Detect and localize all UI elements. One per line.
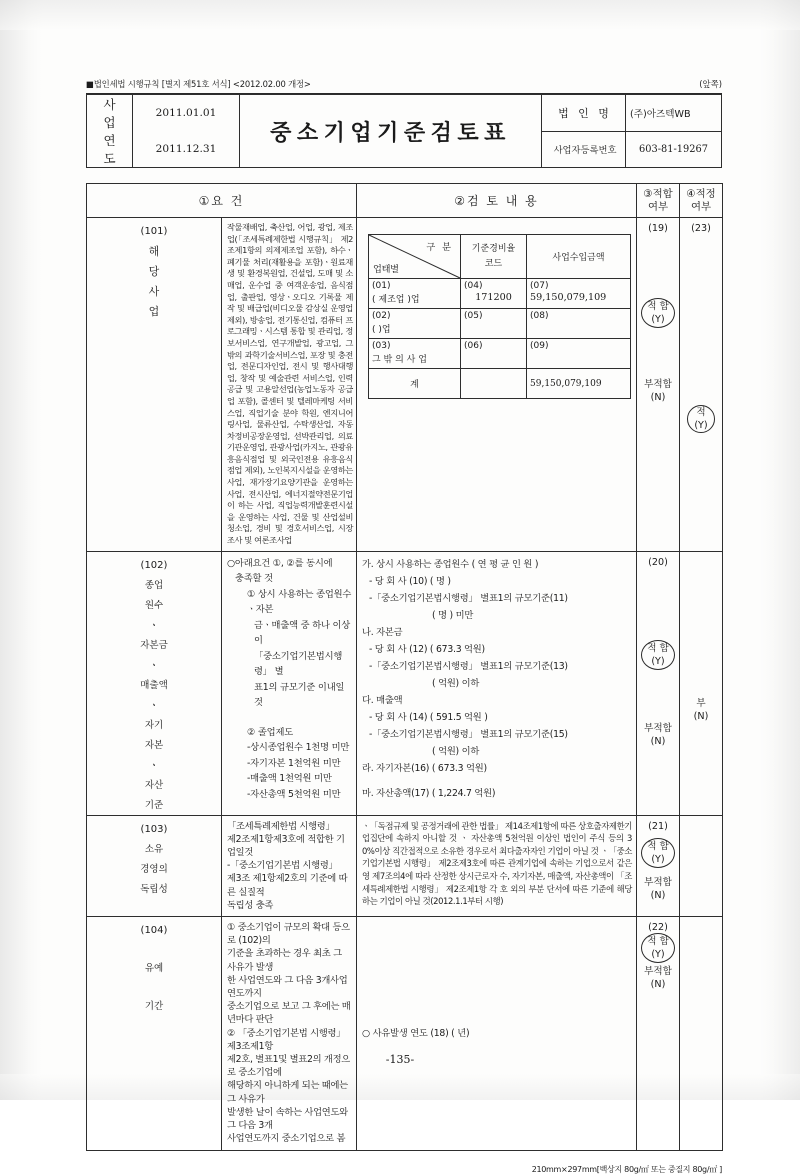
criteria-table bbox=[86, 183, 723, 1151]
row-102-cont-line-8: ( 억원) 이하 bbox=[432, 677, 480, 689]
row-101-no: (101) bbox=[140, 226, 168, 237]
page-title: 중소기업기준검토표 bbox=[240, 95, 542, 168]
row-102-vlabel-6: 매출액 bbox=[140, 679, 168, 691]
row-101-ok[interactable] bbox=[680, 218, 723, 552]
inner-row-02-name: ( )업 bbox=[372, 325, 391, 335]
circle-annotation-icon bbox=[641, 933, 675, 963]
row-101-ok-no: (23) bbox=[691, 223, 711, 234]
row-102-req-line-8: -상시종업원수 1천명 미만 bbox=[247, 742, 350, 754]
row-102-fit[interactable] bbox=[637, 551, 680, 815]
inner-row-01-amount bbox=[527, 279, 631, 309]
circle-annotation-icon bbox=[687, 405, 715, 433]
row-104-req-line-5: ② 「중소기업기본법 시행령」 제3조제1항 bbox=[227, 1027, 346, 1052]
inner-row-03-amount bbox=[527, 339, 631, 369]
circle-annotation-icon bbox=[641, 838, 675, 868]
row-101-ok-yes-code: (Y) bbox=[694, 420, 708, 431]
row-102-cont-line-3: -「중소기업기본법시행령」 별표1의 규모기준(11) bbox=[369, 592, 568, 604]
row-103-req-line-2: 제2조제1항제3호에 적합한 기업일것 bbox=[227, 833, 345, 859]
row-102-cont-line-4: ( 명 ) 미만 bbox=[432, 609, 474, 621]
row-102-vlabel-4: 자본금 bbox=[140, 639, 168, 651]
row-103-fit-no: (21) bbox=[648, 820, 668, 832]
row-103-fit-yes-mark[interactable] bbox=[647, 840, 669, 866]
company-name-value: (주)아즈텍WB bbox=[626, 95, 722, 132]
inner-row-01-amt-no: (07) bbox=[530, 281, 549, 291]
page-number: -135- bbox=[385, 1053, 415, 1066]
row-102-vlabel-10: ㆍ bbox=[148, 758, 160, 772]
row-101-ok-yes: 적 bbox=[696, 407, 706, 418]
inner-total-code bbox=[461, 369, 527, 399]
row-103-ok[interactable] bbox=[680, 815, 723, 916]
row-101-vlabel-1: 해 bbox=[148, 245, 160, 258]
row-104-req-line-9: 사업연도까지 중소기업으로 봄 bbox=[227, 1133, 346, 1145]
form-code-line: ■법인세법 시행규칙 [별지 제51호 서식] <2012.02.00 개정> bbox=[86, 79, 311, 89]
row-104-fit-yes-code: (Y) bbox=[651, 949, 665, 961]
row-102-number-cell bbox=[87, 551, 222, 815]
paper-spec-note: 210mm×297mm[백상지 80g/㎡ 또는 중질지 80g/㎡ ] bbox=[531, 1164, 722, 1174]
inner-row-02-no: (02) bbox=[372, 311, 391, 321]
inner-row-03-amt-no: (09) bbox=[530, 341, 549, 351]
scan-edge-top bbox=[0, 0, 800, 30]
row-102-vlabel-8: 자기 bbox=[144, 719, 164, 731]
row-102-cont-line-11: -「중소기업기본법시행령」 별표1의 규모기준(15) bbox=[369, 728, 568, 740]
row-102-fit-yes: 적 합 bbox=[647, 642, 669, 654]
scan-edge-left bbox=[0, 0, 42, 1100]
table-row-104 bbox=[87, 917, 723, 1150]
row-102-cont-line-5: 나. 자본금 bbox=[362, 626, 403, 638]
form-content bbox=[86, 78, 722, 1174]
inner-row-01 bbox=[369, 279, 631, 309]
inner-row-02 bbox=[369, 309, 631, 339]
row-104-fit-no: (22) bbox=[648, 922, 668, 934]
inner-row-02-type bbox=[369, 309, 461, 339]
inner-total-label: 계 bbox=[369, 369, 461, 399]
row-102-req-line-4: 금ㆍ매출액 중 하나 이상이 bbox=[254, 619, 351, 647]
row-104-content bbox=[357, 917, 637, 1150]
row-102-no: (102) bbox=[140, 559, 168, 571]
period-date-to: 2011.12.31 bbox=[133, 131, 240, 168]
row-101-fit-yes: 적 합 bbox=[647, 301, 669, 312]
row-102-vlabel-12: 기준 bbox=[144, 799, 164, 811]
row-102-req-line-7: ② 졸업제도 bbox=[247, 726, 294, 738]
row-102-ok-label: 부 bbox=[696, 697, 706, 709]
row-103-fit-yes: 적 합 bbox=[647, 840, 669, 852]
row-102-fit-yes-mark[interactable] bbox=[647, 642, 669, 668]
row-102-req-line-5: 「중소기업기본법시행령」 별 bbox=[254, 650, 343, 678]
inner-head-code-l1: 기준경비율 bbox=[471, 243, 516, 254]
row-102-ok[interactable] bbox=[680, 551, 723, 815]
row-104-req-line-2: 기준을 초과하는 경우 최초 그 사유가 발생 bbox=[227, 948, 342, 973]
title-block bbox=[86, 94, 722, 168]
row-101-fit-no-code: (N) bbox=[650, 392, 666, 403]
row-104-ok[interactable] bbox=[680, 917, 723, 1150]
row-102-cont-line-14: 마. 자산총액(17) ( 1,224.7 억원) bbox=[362, 787, 496, 799]
company-name-label: 법 인 명 bbox=[542, 95, 626, 132]
row-101-ok-yes-mark[interactable] bbox=[694, 406, 707, 432]
row-102-vlabel-2: 원수 bbox=[144, 599, 164, 611]
row-102-req-line-9: -자기자본 1천억원 미만 bbox=[247, 757, 341, 769]
row-102-req-line-11: -자산총액 5천억원 미만 bbox=[247, 788, 341, 800]
row-102-vlabel-5: ㆍ bbox=[148, 658, 160, 672]
row-104-req-line-1: ① 중소기업이 규모의 확대 등으로 (102)의 bbox=[227, 922, 350, 947]
row-102-cont-line-10: - 당 회 사 (14) ( 591.5 억원 ) bbox=[369, 711, 488, 723]
row-101-fit-yes-mark[interactable] bbox=[647, 300, 669, 326]
inner-row-03 bbox=[369, 339, 631, 369]
row-103-req-line-3: -「중소기업기본법 시행령」 bbox=[227, 860, 338, 872]
row-102-cont-line-7: -「중소기업기본법시행령」 별표1의 규모기준(13) bbox=[369, 660, 568, 672]
row-103-content bbox=[357, 815, 637, 916]
row-104-requirement bbox=[222, 917, 357, 1150]
row-104-vlabel-2: 기간 bbox=[144, 1001, 164, 1013]
row-101-fit-yes-code: (Y) bbox=[651, 314, 665, 325]
row-104-fit-yes: 적 합 bbox=[647, 936, 669, 948]
row-102-fit-no-label[interactable]: 부적합 bbox=[644, 722, 672, 734]
row-102-ok-code: (N) bbox=[693, 710, 709, 722]
circle-annotation-icon bbox=[641, 640, 675, 670]
inner-row-03-type bbox=[369, 339, 461, 369]
row-101-fit-no: (19) bbox=[648, 223, 668, 234]
inner-row-01-code-no: (04) bbox=[464, 281, 483, 291]
inner-head-amount: 사업수입금액 bbox=[527, 235, 631, 279]
row-103-req-line-4: 제3조 제1항제2호의 기준에 따른 실질적 bbox=[227, 873, 348, 898]
inner-row-01-no: (01) bbox=[372, 281, 391, 291]
scan-edge-right bbox=[760, 0, 800, 1100]
row-102-req-line-10: -매출액 1천억원 미만 bbox=[247, 773, 332, 785]
inner-row-01-amt-val: 59,150,079,109 bbox=[530, 292, 607, 303]
row-102-cont-line-9: 다. 매출액 bbox=[362, 694, 403, 706]
row-104-fit-yes-mark[interactable] bbox=[647, 935, 669, 961]
inner-row-01-name: ( 제조업 )업 bbox=[372, 295, 420, 305]
row-103-requirement bbox=[222, 815, 357, 916]
row-104-no: (104) bbox=[140, 925, 168, 937]
row-103-number-cell bbox=[87, 815, 222, 916]
inner-row-total bbox=[369, 369, 631, 399]
table-row-101 bbox=[87, 218, 723, 552]
header-content: ②검 토 내 용 bbox=[357, 184, 637, 218]
biz-no-value: 603-81-19267 bbox=[626, 131, 722, 168]
row-101-fit[interactable] bbox=[637, 218, 680, 552]
row-104-fit[interactable] bbox=[637, 917, 680, 1150]
row-104-req-line-3: 한 사업연도와 그 다음 3개사업연도까지 bbox=[227, 974, 348, 1000]
inner-head-uptae: 업태별 bbox=[373, 264, 399, 275]
row-102-vlabel-1: 종업 bbox=[144, 579, 164, 591]
inner-row-02-code bbox=[461, 309, 527, 339]
inner-head-code bbox=[461, 235, 527, 279]
row-103-vlabel-2: 경영의 bbox=[140, 863, 168, 875]
page-side-note: (앞쪽) bbox=[699, 79, 722, 89]
row-104-req-line-4: 중소기업으로 보고 그 후에는 매년마다 판단 bbox=[227, 1001, 351, 1026]
inner-row-03-code-no: (06) bbox=[464, 341, 483, 351]
inner-row-01-code bbox=[461, 279, 527, 309]
row-103-fit-yes-code: (Y) bbox=[651, 853, 665, 865]
row-104-cont-line-1: ○ 사유발생 연도 (18) ( 년) bbox=[362, 1027, 470, 1039]
row-102-vlabel-11: 자산 bbox=[144, 779, 164, 791]
row-101-fit-no-label[interactable]: 부적합 bbox=[644, 379, 672, 390]
row-103-req-lines bbox=[227, 820, 353, 912]
row-104-req-lines bbox=[227, 921, 353, 1145]
period-label-line2: 연 도 bbox=[87, 131, 133, 168]
row-102-vlabel-3: ㆍ bbox=[148, 618, 160, 632]
row-104-vlabel-1: 유예 bbox=[144, 963, 164, 975]
row-102-req-lines bbox=[227, 556, 353, 803]
inner-row-03-name: 그 밖 의 사 업 bbox=[372, 355, 427, 365]
biz-no-label: 사업자등록번호 bbox=[542, 131, 626, 168]
inner-row-03-code bbox=[461, 339, 527, 369]
header-fit bbox=[637, 184, 680, 218]
inner-head-gubun-uptae bbox=[369, 235, 461, 279]
row-104-req-line-7: 해당하지 아니하게 되는 때에는 그 사유가 bbox=[227, 1080, 348, 1105]
inner-head-gubun: 구 분 bbox=[426, 242, 453, 253]
inner-total-amount: 59,150,079,109 bbox=[527, 369, 631, 399]
header-ok-line2: 여부 bbox=[690, 200, 712, 213]
row-102-cont-line-13: 라. 자기자본(16) ( 673.3 억원) bbox=[362, 762, 487, 774]
row-101-vlabel-4: 업 bbox=[148, 305, 160, 318]
row-102-req-line-6: 표1의 규모기준 이내일 것 bbox=[254, 681, 345, 709]
header-requirement: ①요 건 bbox=[87, 184, 357, 218]
inner-row-01-code-val: 171200 bbox=[475, 292, 512, 303]
table-row-102 bbox=[87, 551, 723, 815]
row-102-cont-line-1: 가. 상시 사용하는 종업원수 ( 연 평 균 인 원 ) bbox=[362, 558, 539, 570]
circle-annotation-icon bbox=[641, 298, 675, 328]
row-101-vlabel-3: 사 bbox=[148, 285, 160, 298]
row-101-vlabel-2: 당 bbox=[148, 265, 160, 278]
row-103-fit-no-code: (N) bbox=[650, 889, 666, 901]
inner-header-row bbox=[369, 235, 631, 279]
row-102-vlabel-7: ㆍ bbox=[148, 698, 160, 712]
period-label-line1: 사 업 bbox=[87, 95, 133, 132]
inner-row-02-code-no: (05) bbox=[464, 311, 483, 321]
table-header-row bbox=[87, 184, 723, 218]
table-row-103 bbox=[87, 815, 723, 916]
row-103-vlabel-3: 독립성 bbox=[140, 883, 168, 895]
inner-row-02-amount bbox=[527, 309, 631, 339]
row-102-cont-line-12: ( 억원) 이하 bbox=[432, 745, 480, 757]
row-101-requirement bbox=[222, 218, 357, 552]
row-103-cont-text: ㆍ「독점규제 및 공정거래에 관한 법률」 제14조제1항에 따른 상호출자제한기업집단에 속하지 아니할 것 ㆍ 자산총액 5천억원 이상인 법인이 주식 등의 30%이상 직간접적으로 소유한 경우로서 최다출자자인 기업이 아닐 것 ㆍ「중소기업기본법 시행령」 제2조제3호에 따른 관계기업에 속하는 기업으로서 같은 영 제7조의4에 따라 산정한 상시근로자 수, 자기자본, 매출액, 자산총액이 「조세특례제한법 시행령」 제2조제1항 각 호 외의 부분 단서에 따른 기준에 해당하는 기업이 아닐 것(2012.1.1부터 시행) bbox=[362, 820, 632, 907]
row-103-vlabel-1: 소유 bbox=[144, 843, 164, 855]
business-income-table bbox=[368, 234, 631, 399]
row-103-req-line-1: 「조세특례제한법 시행령」 bbox=[227, 820, 335, 832]
row-104-req-line-8: 발생한 날이 속하는 사업연도와 그 다음 3개 bbox=[227, 1106, 348, 1132]
header-fit-line1: ③적합 bbox=[643, 187, 673, 200]
row-102-req-line-1: ○아래요건 ①, ②를 동시에 bbox=[227, 557, 333, 569]
inner-row-02-amt-no: (08) bbox=[530, 311, 549, 321]
inner-head-code-l2: 코드 bbox=[484, 258, 503, 269]
row-103-fit-no-label[interactable]: 부적합 bbox=[644, 876, 672, 888]
row-103-fit[interactable] bbox=[637, 815, 680, 916]
row-104-req-line-6: 제2호, 별표1및 별표2의 개정으로 중소기업에 bbox=[227, 1054, 350, 1079]
row-101-requirement-text: 작물재배업, 축산업, 어업, 광업, 제조업(「조세특례제한법 시행규칙」 제2조제1항의 의제제조업 포함), 하수ㆍ폐기물 처리(재활용을 포함)ㆍ원료재생 및 환경복원업, 건설업, 도매 및 소매업, 운수업 중 여객운송업, 음식점업, 출판업, 영상ㆍ오디오 기록물 제작 및 배급업(비디오물 감상실 운영업 제외), 방송업, 전기통신업, 컴퓨터 프로그래밍ㆍ시스템 통합 및 관리업, 정보서비스업, 연구개발업, 광고업, 그 밖의 과학기술서비스업, 포장 및 충전업, 전문디자인업, 전시 및 행사대행업, 창작 및 예술관련 서비스업, 인력공급 및 고용알선업(농업노동자 공급업 포함), 콜센터 및 텔레마케팅 서비스업, 직업기술 분야 학원, 엔지니어링사업, 물류산업, 수탁생산업, 자동차정비공장운영업, 선박관리업, 의료기관운영업, 관광사업(카지노, 관광유흥음식점업 및 외국인전용 유흥음식점업 제외), 노인복지시설을 운영하는 사업, 재가장기요양기관을 운영하는 사업, 전시산업, 에너지절약전문기업이 하는 사업, 직업능력개발훈련시설을 운영하는 사업, 건물 및 산업설비 청소업, 경비 및 경호서비스업, 시장조사 및 여론조사업 bbox=[227, 222, 353, 546]
header-ok bbox=[680, 184, 723, 218]
row-102-req-line-3: ① 상시 사용하는 종업원수ㆍ자본 bbox=[247, 588, 352, 616]
header-ok-line1: ④적정 bbox=[686, 187, 716, 200]
row-104-fit-no-code: (N) bbox=[650, 979, 666, 991]
row-102-requirement bbox=[222, 551, 357, 815]
row-101-content bbox=[357, 218, 637, 552]
row-102-fit-no: (20) bbox=[648, 556, 668, 568]
row-104-number-cell bbox=[87, 917, 222, 1150]
row-103-no: (103) bbox=[140, 823, 168, 835]
inner-row-01-type bbox=[369, 279, 461, 309]
row-102-cont-line-6: - 당 회 사 (12) ( 673.3 억원) bbox=[369, 643, 485, 655]
row-102-cont-line-2: - 당 회 사 (10) ( 명 ) bbox=[369, 575, 451, 587]
row-104-fit-no-label[interactable]: 부적합 bbox=[644, 966, 672, 978]
row-101-number-cell bbox=[87, 218, 222, 552]
row-103-req-line-5: 독립성 충족 bbox=[227, 899, 274, 911]
period-date-from: 2011.01.01 bbox=[133, 95, 240, 132]
inner-row-03-no: (03) bbox=[372, 341, 391, 351]
row-102-content bbox=[357, 551, 637, 815]
row-102-fit-no-code: (N) bbox=[650, 735, 666, 747]
row-102-cont-lines bbox=[362, 556, 632, 802]
row-102-req-line-2: 충족할 것 bbox=[235, 573, 273, 585]
row-102-fit-yes-code: (Y) bbox=[651, 655, 665, 667]
header-fit-line2: 여부 bbox=[647, 200, 669, 213]
row-102-vlabel-9: 자본 bbox=[144, 739, 164, 751]
